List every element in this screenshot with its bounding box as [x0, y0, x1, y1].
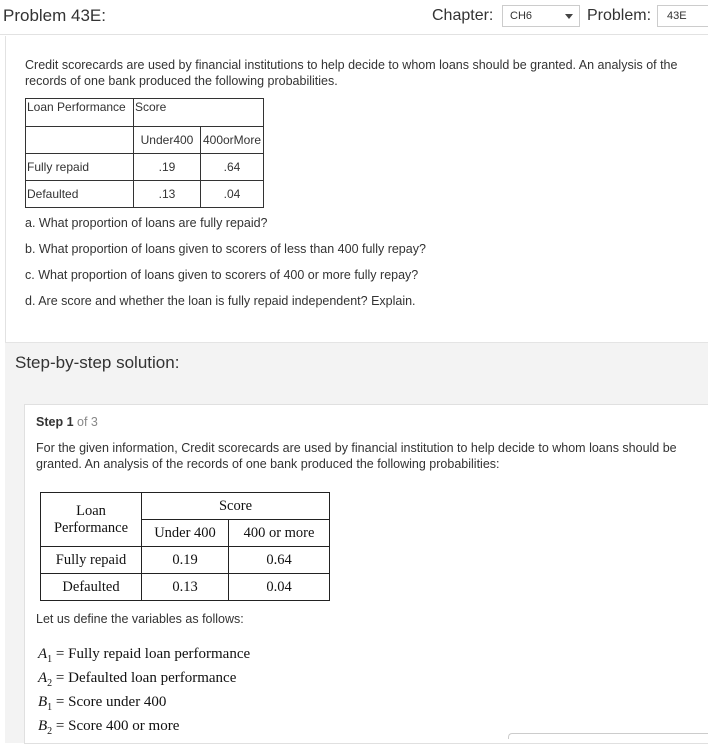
cell-under400: .19: [134, 154, 201, 181]
question-list: [25, 214, 426, 318]
cell-400-or-more: 0.64: [229, 547, 330, 574]
next-card-edge: [508, 733, 708, 739]
loan-line: Loan: [76, 502, 106, 519]
question-b: b. What proportion of loans given to scorers of less than 400 fully repay?: [25, 242, 426, 256]
table-row: [41, 574, 330, 601]
variable-b1: $B_1$ = Score under 400: [38, 694, 167, 713]
problem-title: Problem 43E:: [3, 6, 106, 25]
variable-a2: $A_2$ = Defaulted loan performance: [38, 670, 237, 689]
define-text: Let us define the variables as follows:: [36, 612, 244, 626]
step-indicator: [36, 415, 98, 429]
solution-heading: Step-by-step solution:: [15, 353, 180, 372]
table-header-loan-performance: Loan Performance: [26, 99, 134, 127]
table-header-400-or-more: 400 or more: [229, 520, 330, 547]
performance-line: Performance: [53, 519, 129, 536]
chapter-label: Chapter:: [432, 7, 494, 24]
step-text: For the given information, Credit scorecards are used by financial institution to help decide to whom loans should be granted. An analysis of the records of one bank produced the following probabilities:: [36, 441, 677, 471]
table-header-score: Score: [134, 99, 264, 127]
variable-b2: $B_2$ = Score 400 or more: [38, 718, 180, 737]
chevron-down-icon: [565, 14, 573, 19]
table-cell-empty: [26, 127, 134, 154]
top-bar: [0, 0, 708, 35]
table-header-400ormore: 400orMore: [201, 127, 264, 154]
cell-400ormore: .64: [201, 154, 264, 181]
cell-400-or-more: 0.04: [229, 574, 330, 601]
table-header-under400: Under400: [134, 127, 201, 154]
question-a: a. What proportion of loans are fully repaid?: [25, 216, 268, 230]
table-row: [41, 547, 330, 574]
variable-definitions: [38, 645, 250, 741]
cell-400ormore: .04: [201, 181, 264, 208]
cell-under400: .13: [134, 181, 201, 208]
cell-under-400: 0.13: [142, 574, 229, 601]
row-label: Defaulted: [41, 574, 142, 601]
solution-probability-table: [40, 492, 330, 601]
problem-probability-table: [25, 98, 264, 208]
row-label: Defaulted: [26, 181, 134, 208]
table-row: [26, 181, 264, 208]
problem-input[interactable]: 43E: [657, 5, 708, 27]
chapter-select[interactable]: [502, 5, 580, 27]
question-d: d. Are score and whether the loan is fully repaid independent? Explain.: [25, 294, 416, 308]
problem-intro: Credit scorecards are used by financial institutions to help decide to whom loans should be granted. An analysis of the records of one bank produced the following probabilities.: [25, 58, 678, 88]
question-c: c. What proportion of loans given to scorers of 400 or more fully repay?: [25, 268, 419, 282]
table-header-loan-performance: [41, 493, 142, 547]
step-total: of 3: [77, 415, 98, 429]
row-label: Fully repaid: [41, 547, 142, 574]
row-label: Fully repaid: [26, 154, 134, 181]
step-word: Step: [36, 415, 64, 429]
step-number: 1: [66, 415, 74, 429]
cell-under-400: 0.19: [142, 547, 229, 574]
table-header-under-400: Under 400: [142, 520, 229, 547]
table-row: [26, 154, 264, 181]
chapter-select-value: CH6: [510, 10, 533, 22]
variable-a1: $A_1$ = Fully repaid loan performance: [38, 646, 251, 665]
problem-label: Problem:: [587, 7, 652, 24]
table-header-score: Score: [142, 493, 330, 520]
